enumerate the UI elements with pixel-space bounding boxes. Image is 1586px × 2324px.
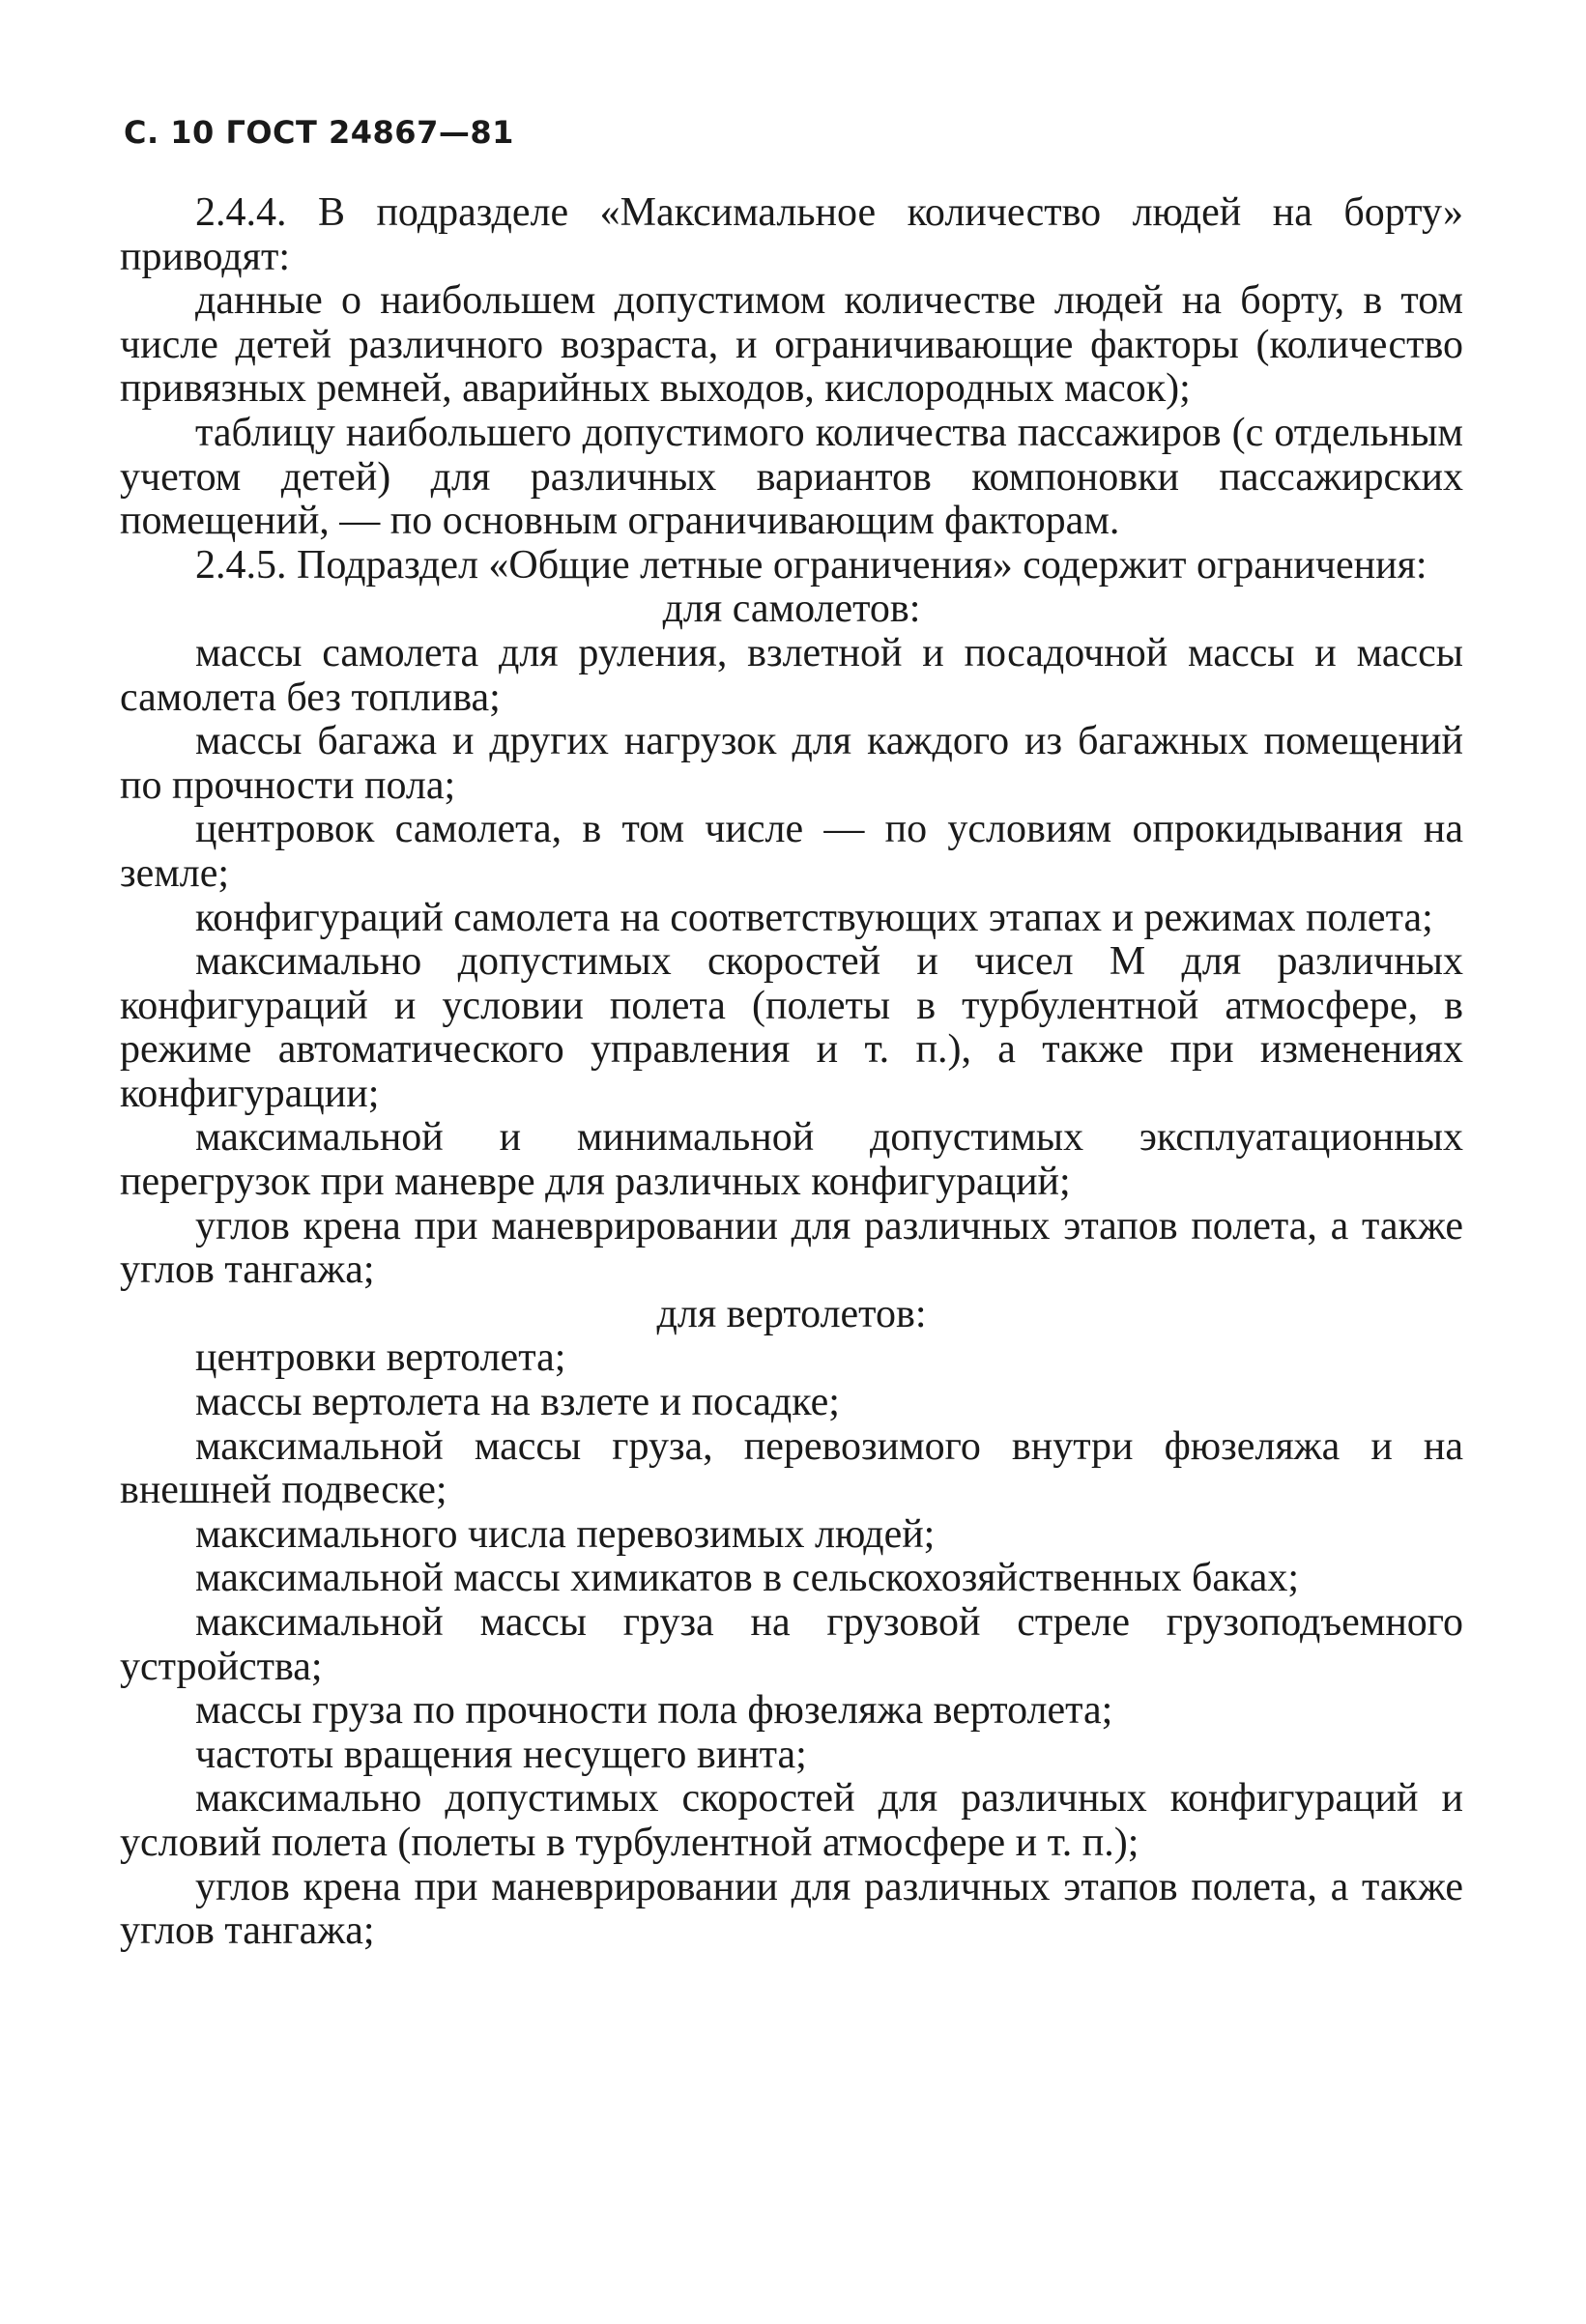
list-item: таблицу наибольшего допустимого количества пассажиров (с отдельным учетом детей) для различных вариантов компоновки пассажирских помещений, — по основным ограничивающим факторам. (120, 410, 1463, 544)
subheading-airplanes: для самолетов: (662, 587, 921, 632)
list-item: центровок самолета, в том числе — по условиям опрокидывания на земле; (120, 807, 1463, 896)
list-item: максимально допустимых скоростей и чисел М для различных конфигураций и условии полета (полеты в турбулентной атмосфере, в режиме автоматического управления и т. п.), а также при изменениях конфигурации; (120, 939, 1463, 1116)
list-item: массы багажа и других нагрузок для каждого из багажных помещений по прочности пола; (120, 719, 1463, 808)
list-item: максимальной массы химикатов в сельскохозяйственных баках; (195, 1556, 1300, 1601)
list-item: максимально допустимых скоростей для различных конфигураций и условий полета (полеты в турбулентной атмосфере и т. п.); (120, 1776, 1463, 1865)
list-item: максимального числа перевозимых людей; (195, 1511, 936, 1557)
list-item: центровки вертолета; (195, 1335, 566, 1381)
list-item: данные о наибольшем допустимом количестве людей на борту, в том числе детей различного возраста, и ограничивающие факторы (количество привязных ремней, аварийных выходов, кислородных масок); (120, 278, 1463, 412)
body-text (120, 191, 1463, 1954)
list-item: максимальной массы груза, перевозимого внутри фюзеляжа и на внешней подвеске; (120, 1423, 1463, 1513)
list-item: углов крена при маневрировании для различных этапов полета, а также углов тангажа; (120, 1203, 1463, 1293)
running-head: С. 10 ГОСТ 24867—81 (124, 114, 514, 151)
list-item: массы груза по прочности пола фюзеляжа вертолета; (195, 1688, 1113, 1734)
list-item: частоты вращения несущего винта; (195, 1732, 807, 1777)
list-item: максимальной массы груза на грузовой стреле грузоподъемного устройства; (120, 1600, 1463, 1689)
list-item: массы вертолета на взлете и посадке; (195, 1380, 840, 1425)
list-item: максимальной и минимальной допустимых эксплуатационных перегрузок при маневре для различных конфигураций; (120, 1115, 1463, 1205)
list-item: углов крена при маневрировании для различных этапов полета, а также углов тангажа; (120, 1864, 1463, 1954)
list-item: массы самолета для руления, взлетной и посадочной массы и массы самолета без топлива; (120, 630, 1463, 720)
section-2-4-4-heading: 2.4.4. В подразделе «Максимальное количество людей на борту» приводят: (120, 190, 1463, 279)
section-2-4-5-heading: 2.4.5. Подраздел «Общие летные ограничения» содержит ограничения: (195, 542, 1427, 588)
subheading-helicopters: для вертолетов: (656, 1291, 927, 1336)
list-item: конфигураций самолета на соответствующих этапах и режимах полета; (195, 895, 1433, 940)
